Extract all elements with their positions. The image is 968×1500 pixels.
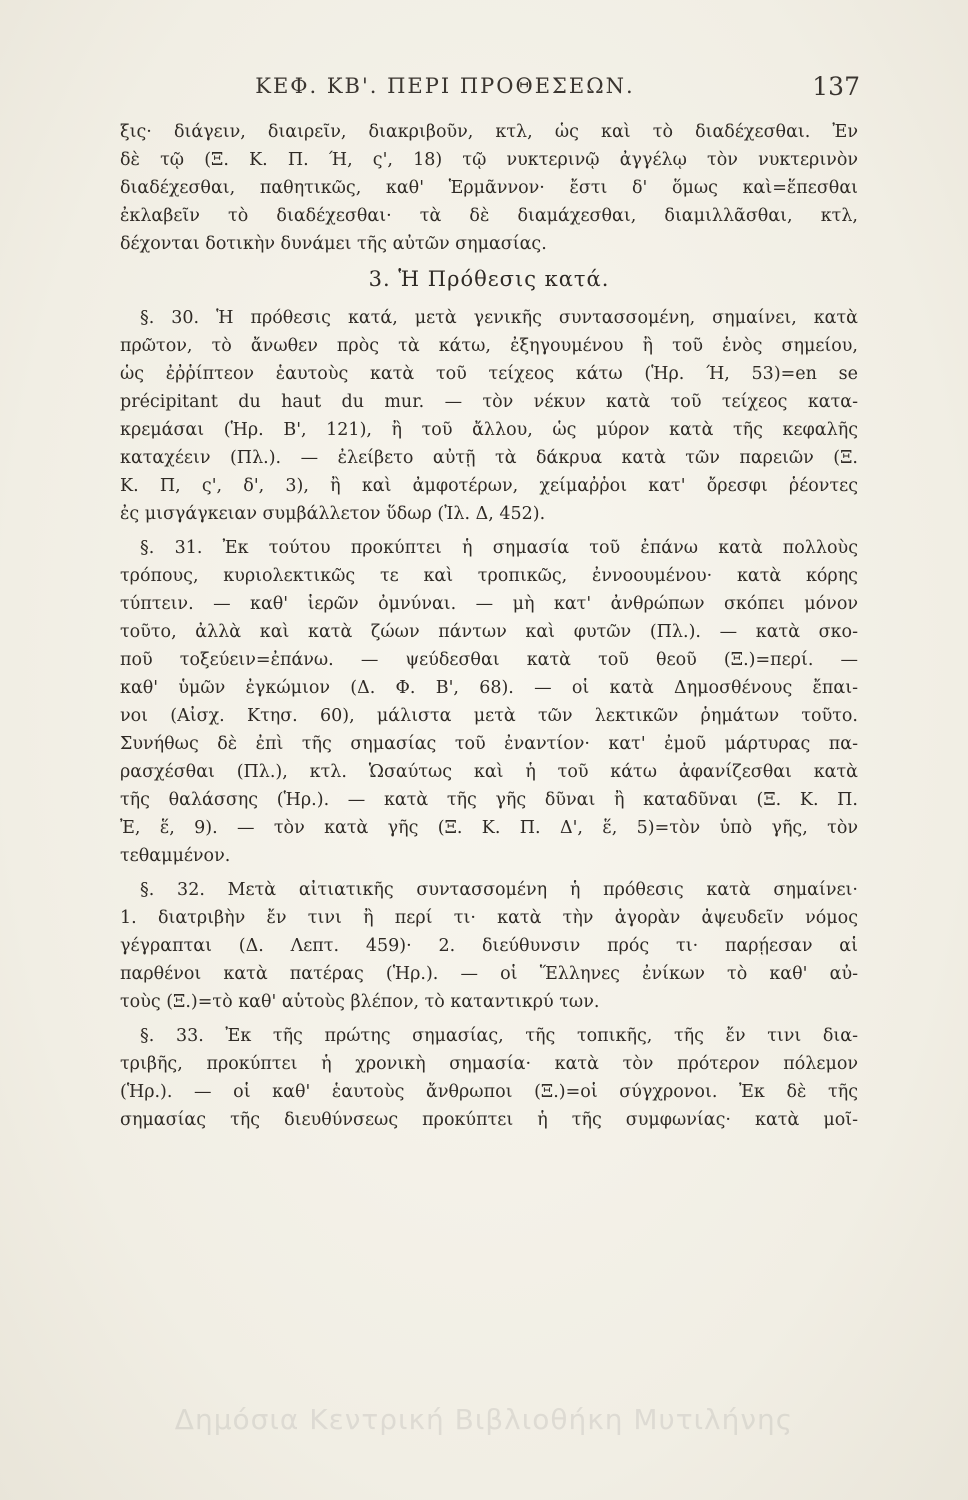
text-line: §. 31. Ἐκ τούτου προκύπτει ἡ σημασία τοῦ ἐπάνω κατὰ πολλοὺς [140, 538, 858, 558]
text-line: τοῦτο, ἀλλὰ καὶ κατὰ ζώων πάντων καὶ φυτῶν (Πλ.). — κατὰ σκο- [120, 622, 858, 642]
text-line: τρόπους, κυριολεκτικῶς τε καὶ τροπικῶς, ἐννοουμένου· κατὰ κόρης [120, 566, 858, 586]
text-line: ἐς μισγάγκειαν συμβάλλετον ὕδωρ (Ἰλ. Δ, 452). [120, 504, 546, 524]
text-line: précipitant du haut du mur. — τὸν νέκυν κατὰ τοῦ τείχεος κατα- [120, 392, 858, 412]
paragraph-30 [120, 304, 858, 528]
text-line: δέχονται δοτικὴν δυνάμει τῆς αὐτῶν σημασίας. [120, 234, 547, 254]
text-line: τοὺς (Ξ.)=τὸ καθ' αὑτοὺς βλέπον, τὸ καταντικρύ των. [120, 992, 600, 1012]
text-line: κρεμάσαι (Ἡρ. Β', 121), ἢ τοῦ ἄλλου, ὡς μύρον κατὰ τῆς κεφαλῆς [120, 420, 858, 440]
text-line: καταχέειν (Πλ.). — ἐλείβετο αὐτῇ τὰ δάκρυα κατὰ τῶν παρειῶν (Ξ. [120, 448, 858, 468]
page-header [120, 72, 860, 106]
text-line: διαδέχεσθαι, παθητικῶς, καθ' Ἑρμᾶννον· ἔστι δ' ὅμως καὶ=ἕπεσθαι [120, 178, 858, 198]
page-number: 137 [812, 72, 860, 101]
text-line: πρῶτον, τὸ ἄνωθεν πρὸς τὰ κάτω, ἐξηγουμένου ἢ τοῦ ἑνὸς σημείου, [120, 336, 858, 356]
text-line: 1. διατριβὴν ἔν τινι ἢ περί τι· κατὰ τὴν ἀγορὰν ἀψευδεῖν νόμος [120, 908, 858, 928]
paragraph-continuation [120, 118, 858, 258]
text-line: τριβῆς, προκύπτει ἡ χρονικὴ σημασία· κατὰ τὸν πρότερον πόλεμον [120, 1054, 858, 1074]
text-line: (Ἡρ.). — οἱ καθ' ἑαυτοὺς ἄνθρωποι (Ξ.)=οἱ σύγχρονοι. Ἐκ δὲ τῆς [120, 1082, 858, 1102]
text-line: τῆς θαλάσσης (Ἡρ.). — κατὰ τῆς γῆς δῦναι ἢ καταδῦναι (Ξ. Κ. Π. [120, 790, 858, 810]
paragraph-31 [120, 534, 858, 870]
paragraph-33 [120, 1022, 858, 1134]
text-line: γέγραπται (Δ. Λεπτ. 459)· 2. διεύθυνσιν πρός τι· παρῄεσαν αἱ [120, 936, 858, 956]
text-line: ἐκλαβεῖν τὸ διαδέχεσθαι· τὰ δὲ διαμάχεσθαι, διαμιλλᾶσθαι, κτλ, [120, 206, 858, 226]
text-line: τεθαμμένον. [120, 846, 231, 866]
text-line: τύπτειν. — καθ' ἱερῶν ὀμνύναι. — μὴ κατ' ἀνθρώπων σκόπει μόνον [120, 594, 858, 614]
text-line: ρασχέσθαι (Πλ.), κτλ. Ὡσαύτως καὶ ἡ τοῦ κάτω ἀφανίζεσθαι κατὰ [120, 762, 858, 782]
text-line: §. 30. Ἡ πρόθεσις κατά, μετὰ γενικῆς συντασσομένη, σημαίνει, κατὰ [140, 308, 858, 328]
library-watermark: Δημόσια Κεντρική Βιβλιοθήκη Μυτιλήνης [174, 1403, 794, 1436]
text-line: ποῦ τοξεύειν=ἐπάνω. — ψεύδεσθαι κατὰ τοῦ θεοῦ (Ξ.)=περί. — [120, 650, 858, 670]
text-line: §. 33. Ἐκ τῆς πρώτης σημασίας, τῆς τοπικῆς, τῆς ἔν τινι δια- [140, 1026, 858, 1046]
text-line: Ἐ, ἕ, 9). — τὸν κατὰ γῆς (Ξ. Κ. Π. Δ', ἕ, 5)=τὸν ὑπὸ γῆς, τὸν [120, 818, 858, 838]
text-line: παρθένοι κατὰ πατέρας (Ἡρ.). — οἱ Ἕλληνες ἐνίκων τὸ καθ' αὐ- [120, 964, 858, 984]
running-head: ΚΕΦ. ΚΒ'. ΠΕΡΙ ΠΡΟΘΕΣΕΩΝ. [255, 74, 635, 98]
body-text [120, 118, 858, 1134]
text-line: νοι (Αἰσχ. Κτησ. 60), μάλιστα μετὰ τῶν λεκτικῶν ῥημάτων τοῦτο. [120, 706, 858, 726]
text-line: Κ. Π, ς', δ', 3), ἢ καὶ ἀμφοτέρων, χείμαῤῥοι κατ' ὄρεσφι ῥέοντες [120, 476, 858, 496]
text-line: δὲ τῷ (Ξ. Κ. Π. Ή, ς', 18) τῷ νυκτερινῷ ἀγγέλῳ τὸν νυκτερινὸν [120, 150, 858, 170]
text-line: §. 32. Μετὰ αἰτιατικῆς συντασσομένη ἡ πρόθεσις κατὰ σημαίνει· [140, 880, 858, 900]
text-line: Συνήθως δὲ ἐπὶ τῆς σημασίας τοῦ ἐναντίον· κατ' ἐμοῦ μάρτυρας πα- [120, 734, 858, 754]
text-line: ξις· διάγειν, διαιρεῖν, διακριβοῦν, κτλ, ὡς καὶ τὸ διαδέχεσθαι. Ἐν [120, 122, 858, 142]
paragraph-32 [120, 876, 858, 1016]
text-line: καθ' ὑμῶν ἐγκώμιον (Δ. Φ. Β', 68). — οἱ κατὰ Δημοσθένους ἔπαι- [120, 678, 858, 698]
section-heading: 3. Ἡ Πρόθεσις κατά. [368, 267, 610, 291]
text-line: σημασίας τῆς διευθύνσεως προκύπτει ἡ τῆς συμφωνίας· κατὰ μοῖ- [120, 1110, 858, 1130]
text-line: ὡς ἐῤῥίπτεον ἑαυτοὺς κατὰ τοῦ τείχεος κάτω (Ἡρ. Ή, 53)=en se [120, 364, 858, 384]
